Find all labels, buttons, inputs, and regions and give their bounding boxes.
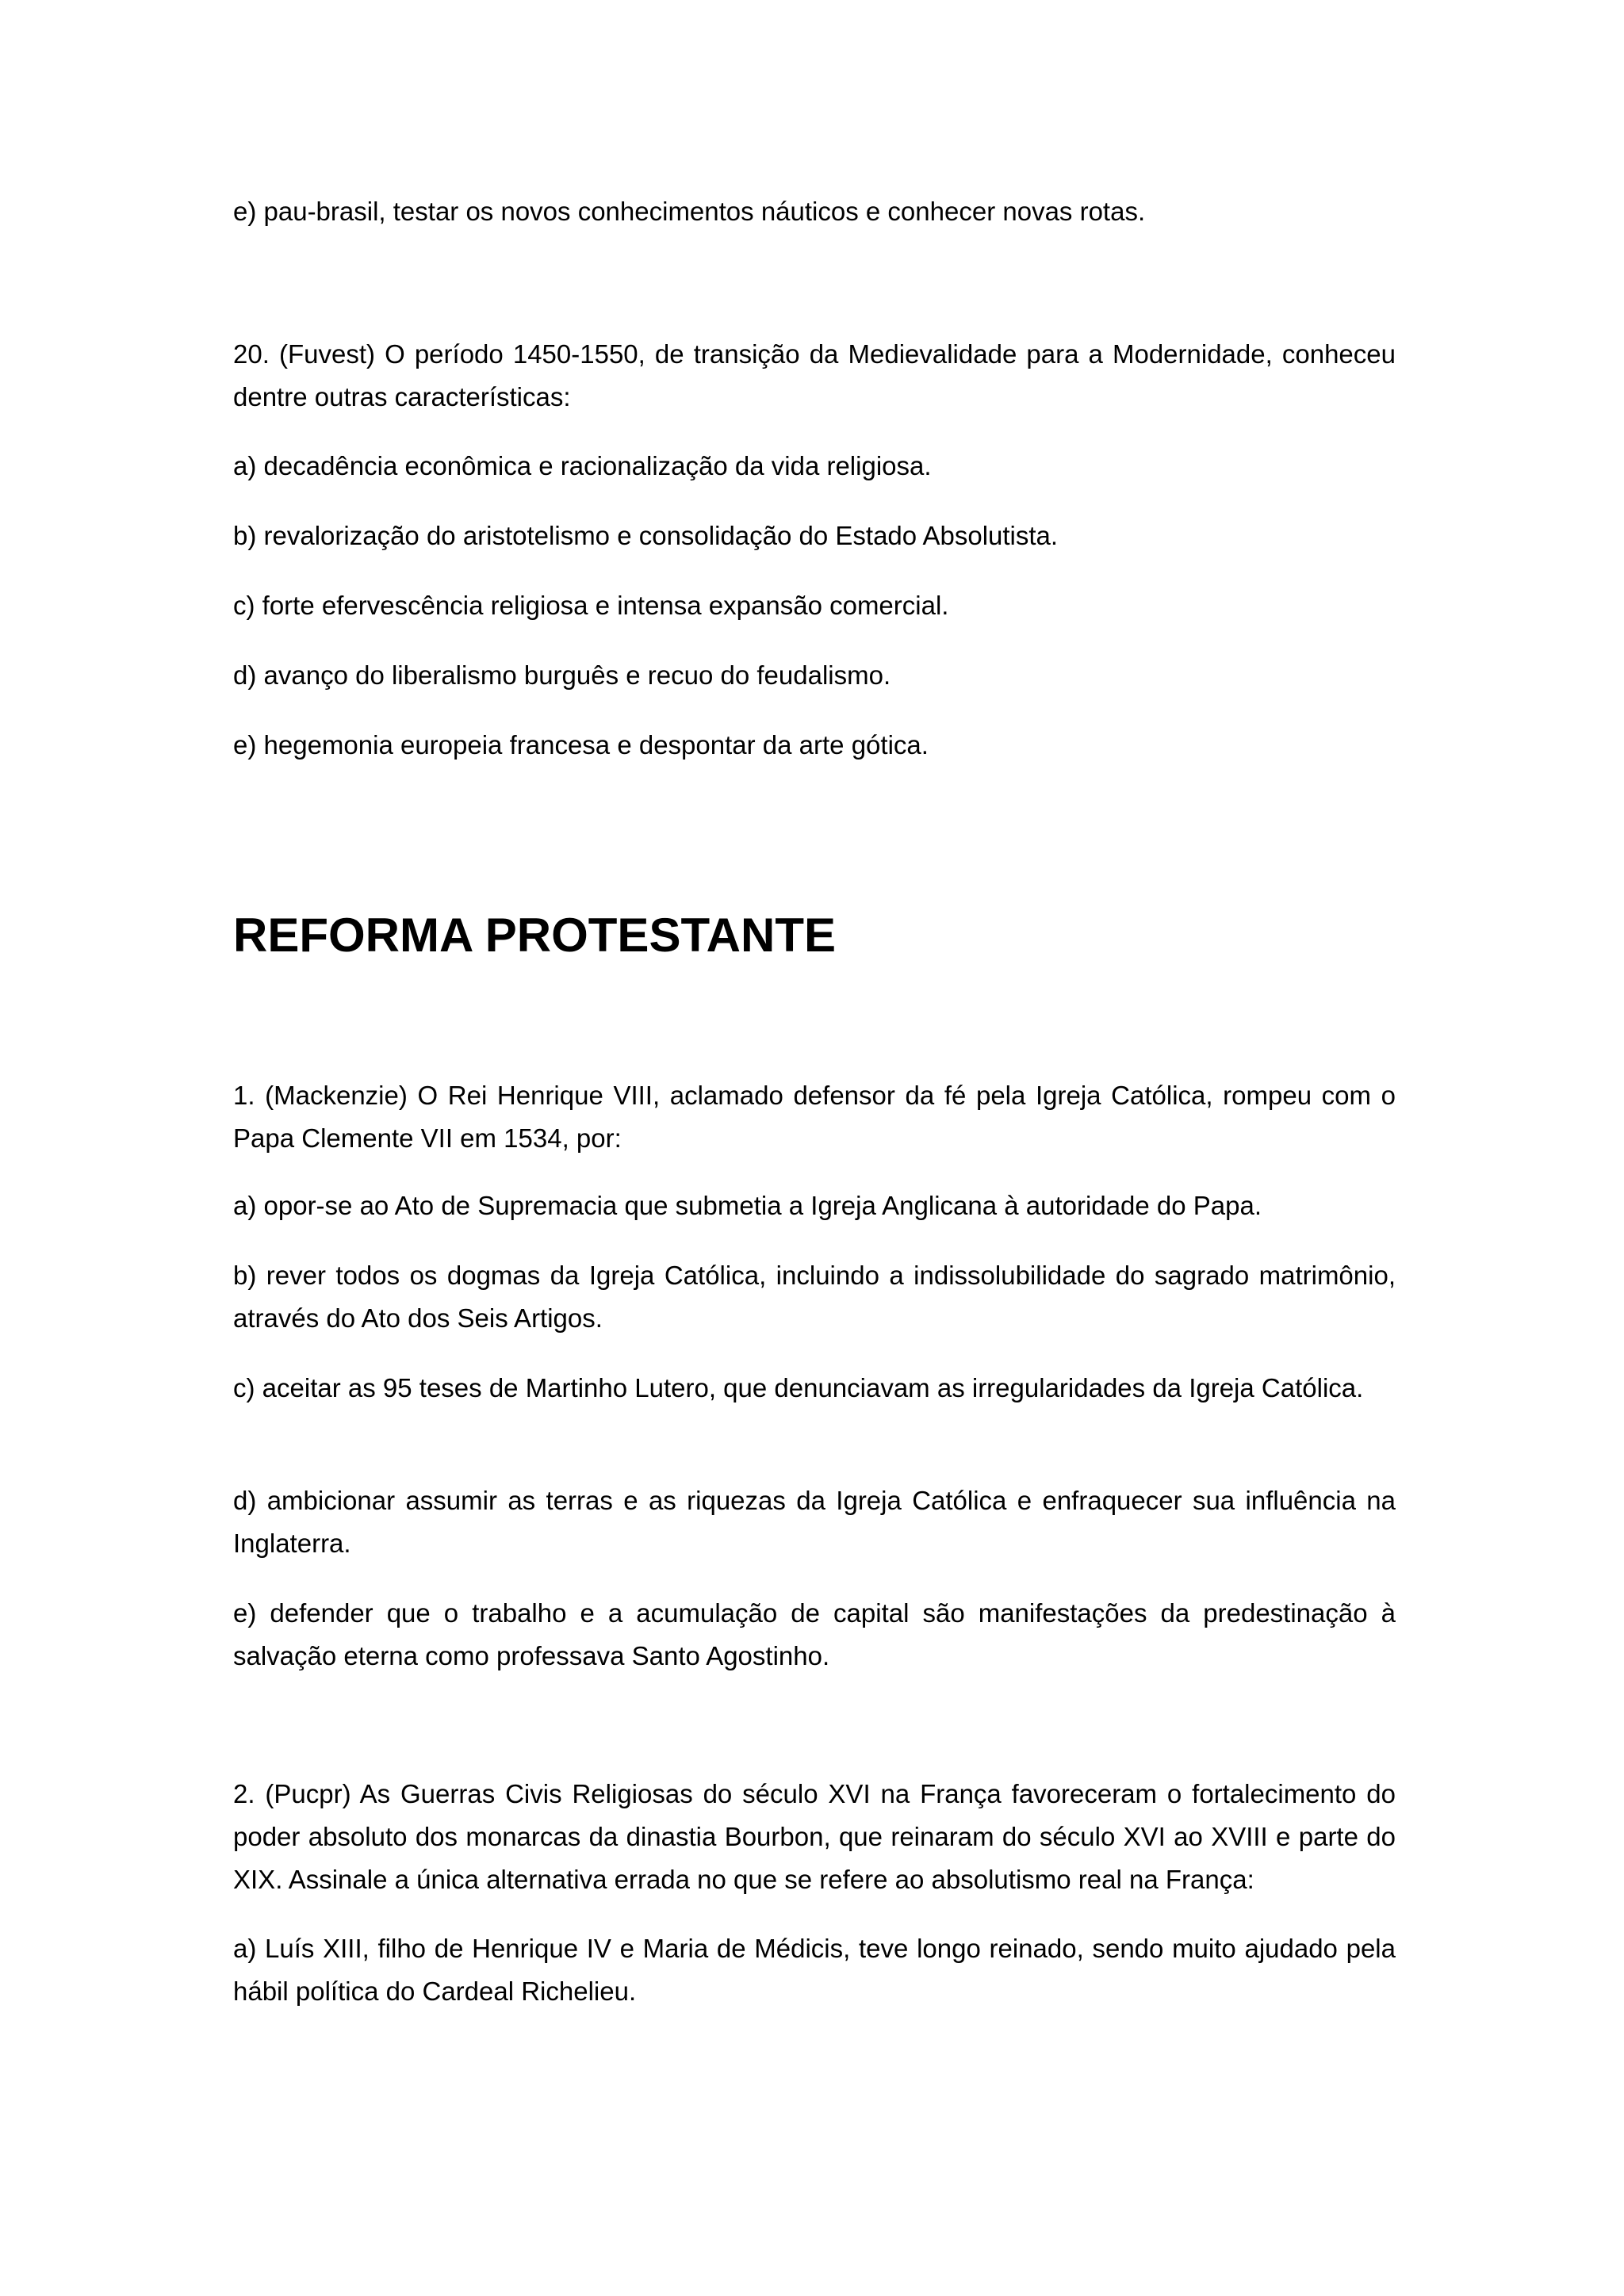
question-20-option-b: b) revalorização do aristotelismo e consolidação do Estado Absolutista. (233, 521, 1059, 550)
question-1-option-d: d) ambicionar assumir as terras e as riquezas da Igreja Católica e enfraquecer sua influência na Inglaterra. (233, 1486, 1396, 1558)
question-19-option-e: e) pau-brasil, testar os novos conhecimentos náuticos e conhecer novas rotas. (233, 197, 1146, 226)
question-1-stem: 1. (Mackenzie) O Rei Henrique VIII, aclamado defensor da fé pela Igreja Católica, rompeu com o Papa Clemente VII em 1534, por: (233, 1081, 1396, 1153)
question-1-option-b: b) rever todos os dogmas da Igreja Católica, incluindo a indissolubilidade do sagrado matrimônio, através do Ato dos Seis Artigos. (233, 1261, 1396, 1333)
question-20-option-a: a) decadência econômica e racionalização da vida religiosa. (233, 451, 932, 480)
question-2-stem: 2. (Pucpr) As Guerras Civis Religiosas do século XVI na França favoreceram o fortalecimento do poder absoluto dos monarcas da dinastia Bourbon, que reinaram do século XVI ao XVIII e parte do XIX. Assinale a única alternativa errada no que se refere ao absolutismo real na França: (233, 1779, 1396, 1894)
question-20-option-c: c) forte efervescência religiosa e intensa expansão comercial. (233, 591, 949, 620)
question-1-option-a: a) opor-se ao Ato de Supremacia que submetia a Igreja Anglicana à autoridade do Papa. (233, 1191, 1262, 1220)
question-2-option-a: a) Luís XIII, filho de Henrique IV e Maria de Médicis, teve longo reinado, sendo muito ajudado pela hábil política do Cardeal Richelieu. (233, 1934, 1396, 2006)
question-20-option-e: e) hegemonia europeia francesa e despontar da arte gótica. (233, 730, 929, 760)
section-title: REFORMA PROTESTANTE (233, 909, 836, 962)
question-20-option-d: d) avanço do liberalismo burguês e recuo do feudalismo. (233, 660, 891, 690)
question-1-option-c: c) aceitar as 95 teses de Martinho Lutero, que denunciavam as irregularidades da Igreja Católica. (233, 1373, 1364, 1402)
question-1-option-e: e) defender que o trabalho e a acumulação de capital são manifestações da predestinação à salvação eterna como professava Santo Agostinho. (233, 1598, 1396, 1670)
question-20-stem: 20. (Fuvest) O período 1450-1550, de transição da Medievalidade para a Modernidade, conheceu dentre outras características: (233, 339, 1396, 411)
